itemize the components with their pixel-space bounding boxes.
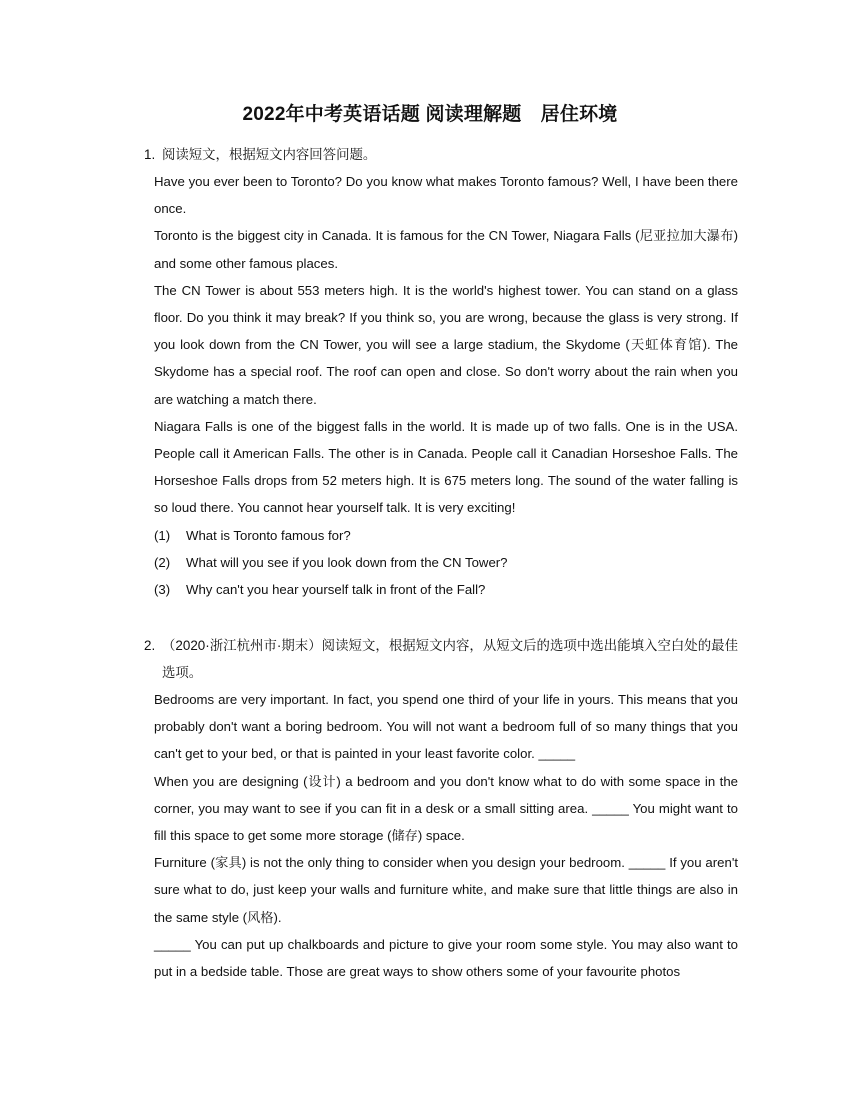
document-title: 2022年中考英语话题 阅读理解题 居住环境 <box>242 104 618 125</box>
subquestion <box>154 576 738 603</box>
passage-paragraph: Furniture (家具) is not the only thing to consider when you design your bedroom. _____ If you aren't sure what to do, just keep your walls and furniture white, and make sure that little things are also in the same style (风格). <box>154 855 738 925</box>
subquestion-number: (3) <box>154 582 171 598</box>
subquestion-text: What is Toronto famous for? <box>186 527 351 543</box>
subquestion-text: What will you see if you look down from the CN Tower? <box>186 554 508 570</box>
question-2-passage <box>144 686 738 985</box>
subquestion-number: (2) <box>154 554 171 570</box>
question-1 <box>144 141 738 603</box>
question-1-passage <box>144 168 738 603</box>
question-2 <box>144 632 738 985</box>
passage-paragraph: When you are designing (设计) a bedroom and you don't know what to do with some space in the corner, you may want to see if you can fit in a desk or a small sitting area. _____ You might want to fill this space to get some more storage (储存) space. <box>154 773 738 844</box>
passage-paragraph: Niagara Falls is one of the biggest falls in the world. It is made up of two falls. One is in the USA. People call it American Falls. The other is in Canada. People call it Canadian Horseshoe Falls. The Horseshoe Falls drops from 52 meters high. It is 675 meters long. The sound of the water falling is so loud there. You cannot hear yourself talk. It is very exciting! <box>154 418 738 516</box>
subquestion <box>154 522 738 549</box>
question-2-instruction: （2020·浙江杭州市·期末）阅读短文，根据短文内容，从短文后的选项中选出能填入空白处的最佳选项。 <box>162 638 738 680</box>
question-2-header <box>144 632 738 686</box>
question-2-number: 2. <box>144 638 156 653</box>
subquestion <box>154 549 738 576</box>
question-1-number: 1. <box>144 147 156 162</box>
subquestion-number: (1) <box>154 527 171 543</box>
passage-paragraph: Bedrooms are very important. In fact, you spend one third of your life in yours. This means that you probably don't want a boring bedroom. You will not want a bedroom full of so many things that you can't get to your bed, or that is painted in your least favorite color. _____ <box>154 692 738 762</box>
subquestion-text: Why can't you hear yourself talk in front of the Fall? <box>186 582 486 598</box>
passage-paragraph: Toronto is the biggest city in Canada. It is famous for the CN Tower, Niagara Falls (尼亚拉加大瀑布) and some other famous places. <box>154 228 738 271</box>
passage-paragraph: _____ You can put up chalkboards and picture to give your room some style. You may also want to put in a bedside table. Those are great ways to show others some of your favourite photos <box>154 936 738 980</box>
question-1-header <box>144 141 738 168</box>
passage-paragraph: The CN Tower is about 553 meters high. It is the world's highest tower. You can stand on a glass floor. Do you think it may break? If you think so, you are wrong, because the glass is very strong. If you look down from the CN Tower, you will see a large stadium, the Skydome (天虹体育馆). The Skydome has a special roof. The roof can open and close. So don't worry about the rain when you are watching a match there. <box>154 282 738 407</box>
question-1-instruction: 阅读短文，根据短文内容回答问题。 <box>162 147 377 162</box>
passage-paragraph: Have you ever been to Toronto? Do you know what makes Toronto famous? Well, I have been there once. <box>154 174 738 217</box>
